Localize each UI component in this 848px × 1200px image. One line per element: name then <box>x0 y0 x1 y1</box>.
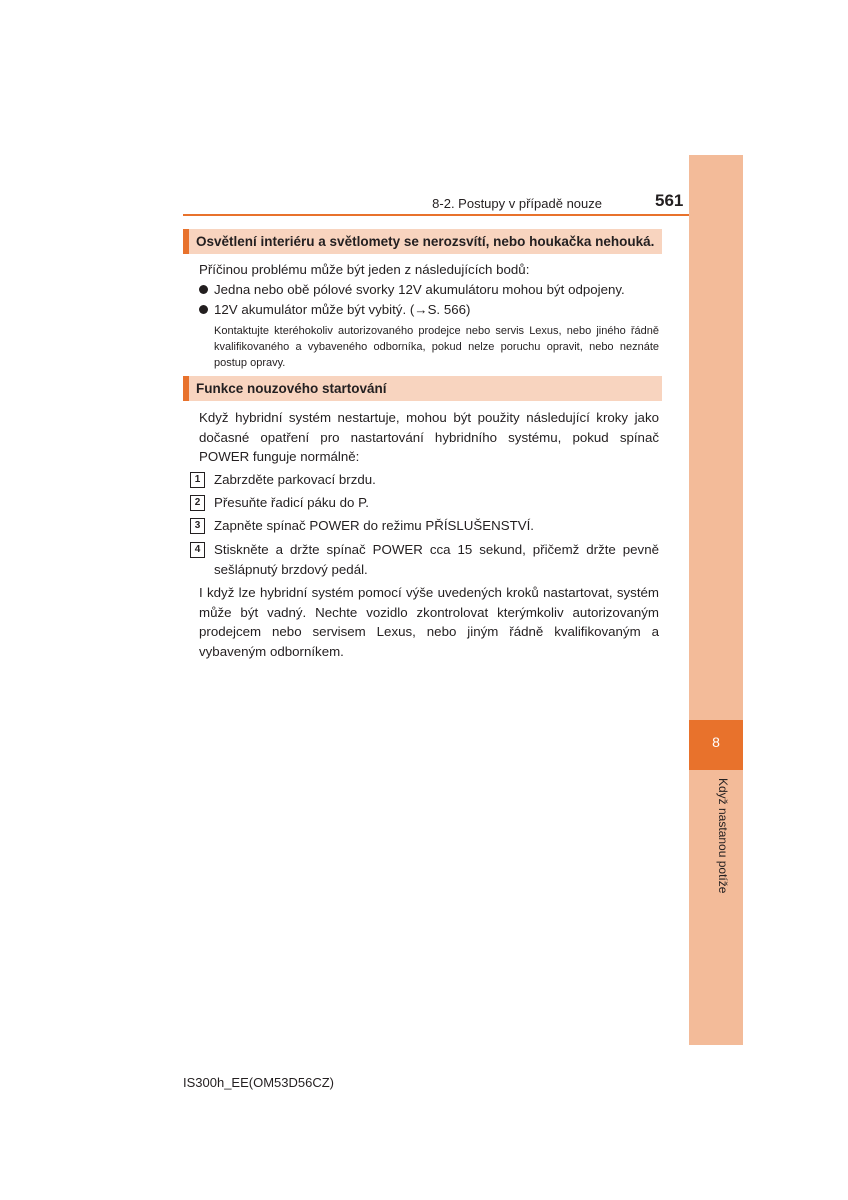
chapter-title: Když nastanou potíže <box>716 778 730 894</box>
step-number-badge: 2 <box>190 495 205 511</box>
section-heading-emergency-start: Funkce nouzového startování <box>183 376 662 401</box>
chapter-side-tab <box>689 155 743 1045</box>
list-item <box>199 300 659 320</box>
manual-code: IS300h_EE(OM53D56CZ) <box>183 1075 335 1090</box>
section1-intro: Příčinou problému může být jeden z následujících bodů: <box>199 262 530 277</box>
step-text: Přesuňte řadicí páku do P. <box>214 495 369 510</box>
section2-intro: Když hybridní systém nestartuje, mohou být použity následující kroky jako dočasné opatření pro nastartování hybridního systému, pokud spínač POWER funguje normálně: <box>199 410 659 464</box>
section1-note: Kontaktujte kteréhokoliv autorizovaného prodejce nebo servis Lexus, nebo jiného řádně kvalifikovaného a vybaveného odborníka, pokud nelze poruchu opravit, nebo neznáte postup opravy. <box>214 325 659 369</box>
section-heading-lights: Osvětlení interiéru a světlomety se nerozsvítí, nebo houkačka nehouká. <box>183 229 662 254</box>
page-number: 561 <box>655 191 684 210</box>
section2-closing: I když lze hybridní systém pomocí výše uvedených kroků nastartovat, systém může být vadný. Nechte vozidlo zkontrolovat kterýmkoliv autorizovaným prodejcem nebo servisem Lexus, nebo jiným řádně kvalifikovaným a vybaveným odborníkem. <box>199 585 659 659</box>
bullet-text: Jedna nebo obě pólové svorky 12V akumulátoru mohou být odpojeny. <box>214 282 625 297</box>
list-item <box>199 280 659 300</box>
bullet-text: 12V akumulátor může být vybitý. (→S. 566) <box>214 302 471 317</box>
step-number-badge: 1 <box>190 472 205 488</box>
step-text: Stiskněte a držte spínač POWER cca 15 sekund, přičemž držte pevně sešlápnutý brzdový pedál. <box>214 542 659 577</box>
step-number-badge: 3 <box>190 518 205 534</box>
bullet-icon <box>199 305 208 314</box>
step-number-badge: 4 <box>190 542 205 558</box>
step-text: Zapněte spínač POWER do režimu PŘÍSLUŠENSTVÍ. <box>214 518 534 533</box>
header-divider <box>183 214 689 216</box>
chapter-number: 8 <box>689 720 743 770</box>
bullet-icon <box>199 285 208 294</box>
header-section-title: 8-2. Postupy v případě nouze <box>432 196 602 211</box>
step-text: Zabrzděte parkovací brzdu. <box>214 472 376 487</box>
